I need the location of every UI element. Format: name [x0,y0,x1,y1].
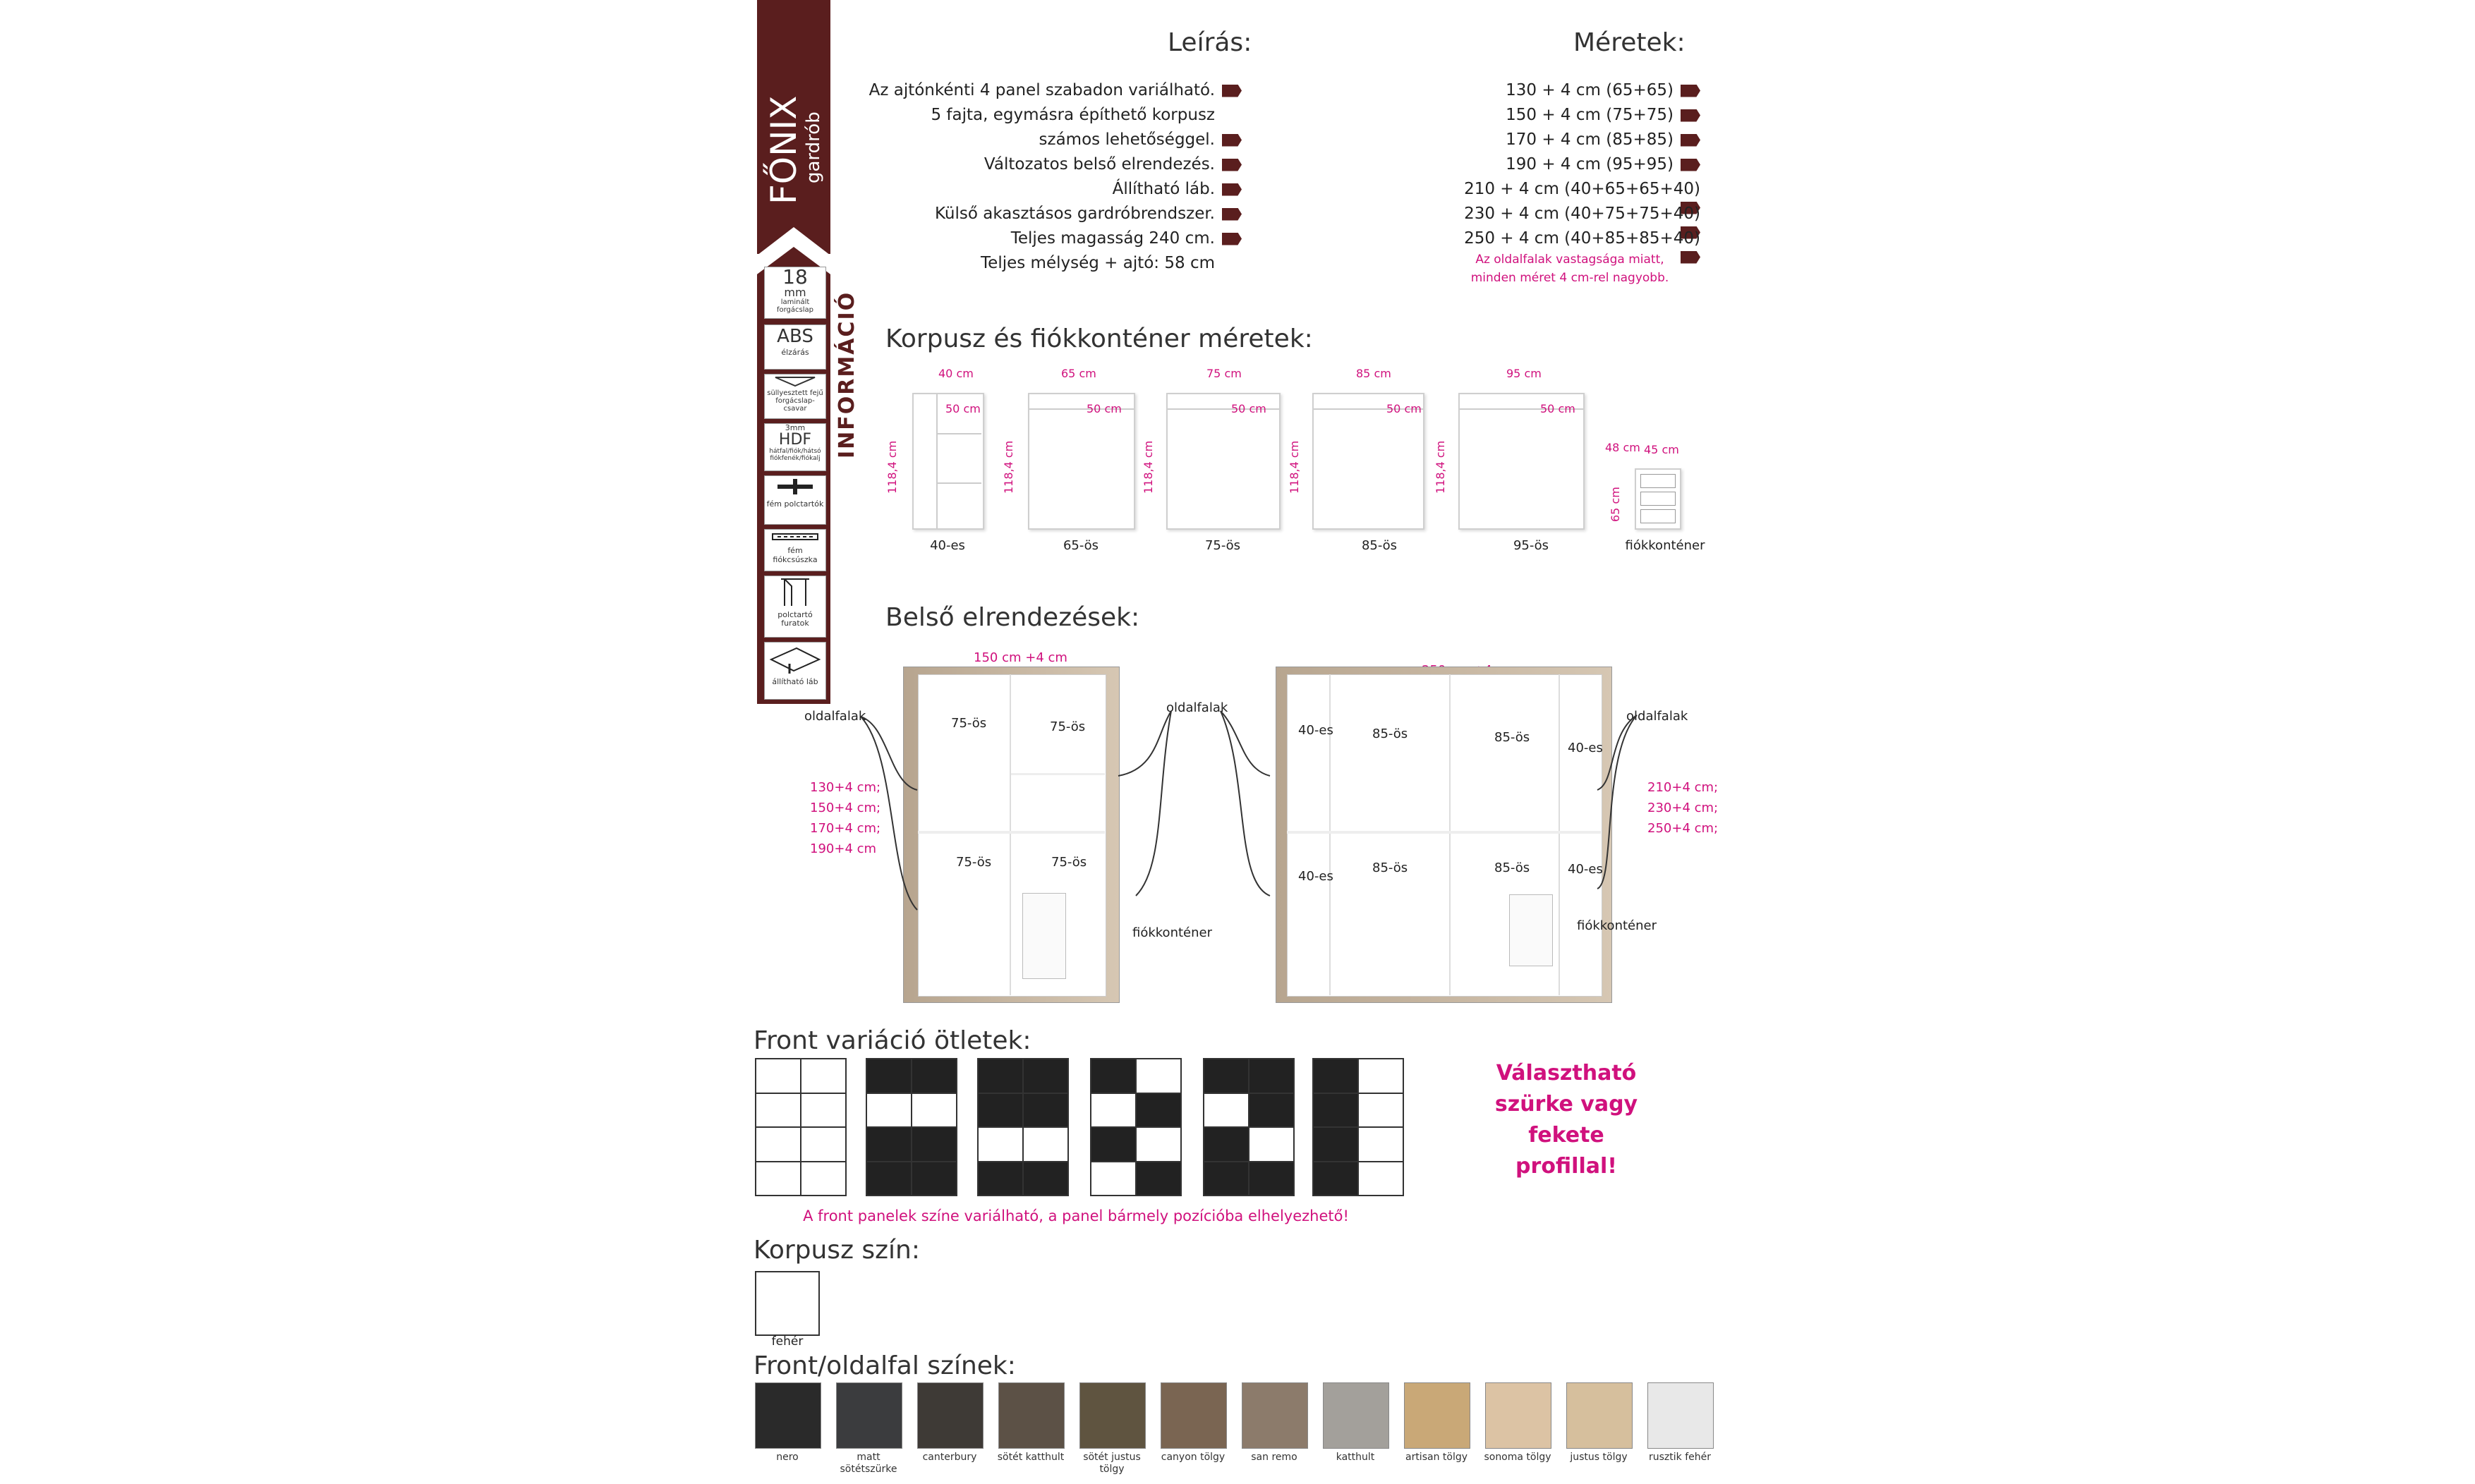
sides-label: oldalfalak [1626,709,1688,724]
front-pattern[interactable] [755,1058,847,1196]
front-panel [1314,1162,1357,1196]
description-line: Az ajtónkénti 4 panel szabadon variálható. [847,81,1242,99]
cabinet-label: 65-ös [1063,538,1099,553]
right-sizes: 210+4 cm; 230+4 cm; 250+4 cm; [1647,780,1719,836]
bullet-marker-icon [1222,85,1242,97]
section-label: 75-ös [956,855,992,870]
color-swatch[interactable] [1485,1382,1551,1449]
color-swatch-label: justus tölgy [1570,1452,1628,1463]
bullet-marker-icon [1222,183,1242,196]
section-label: 40-es [1298,869,1333,884]
front-panel [912,1059,956,1093]
front-panel [756,1162,800,1196]
color-swatch-label: canterbury [922,1452,977,1463]
info-label: INFORMÁCIÓ [835,291,859,458]
front-panel [801,1128,845,1161]
front-panel [801,1094,845,1127]
front-panel [867,1128,911,1161]
description-line: Teljes magasság 240 cm. [847,229,1242,248]
front-panel [1024,1162,1067,1196]
front-panel [1024,1094,1067,1127]
description-line: Külső akasztásos gardróbrendszer. [847,205,1242,223]
dim-height: 118,4 cm [885,440,899,494]
color-swatch-label: artisan tölgy [1405,1452,1468,1463]
dimension-line: 170 + 4 cm (85+85) [1446,130,1700,149]
interior-title: Belső elrendezések: [885,603,1140,632]
front-panel [1204,1094,1248,1127]
dimension-line: 230 + 4 cm (40+75+75+40) [1446,205,1700,241]
dim-width: 65 cm [1061,367,1096,380]
dim-height: 118,4 cm [1434,440,1447,494]
front-panel [1024,1059,1067,1093]
section-label: 40-es [1298,723,1333,738]
front-panel [867,1094,911,1127]
pointer-arrows [1115,705,1277,917]
front-panel [979,1059,1022,1093]
bullet-marker-icon [1681,134,1700,147]
front-pattern[interactable] [1090,1058,1182,1196]
front-panel [801,1059,845,1093]
korpusz-title: Korpusz és fiókkonténer méretek: [885,324,1313,353]
screw-icon [774,375,816,387]
front-panel [801,1162,845,1196]
front-panel [1249,1128,1293,1161]
color-swatch[interactable] [1647,1382,1714,1449]
color-swatch[interactable] [1323,1382,1389,1449]
front-panel [979,1128,1022,1161]
shelf-holder-icon [774,476,816,497]
front-pattern[interactable] [1203,1058,1295,1196]
dim-width: 40 cm [938,367,974,380]
info-icon-thickness: 18 mm laminált forgácslap [764,267,826,319]
color-swatch-label: sötét justus tölgy [1083,1452,1141,1475]
front-panel [1204,1128,1248,1161]
description-line: számos lehetőséggel. [847,130,1242,149]
dim-depth: 50 cm [1540,402,1575,415]
front-pattern[interactable] [1312,1058,1404,1196]
front-panel [867,1162,911,1196]
info-icon-hdf: 3mm HDF hátfal/fiók/hátsó fiókfenék/fiókalj [764,423,826,471]
front-panel [756,1059,800,1093]
color-swatch-label: katthult [1336,1452,1375,1463]
front-panel [1137,1128,1180,1161]
front-panel [912,1094,956,1127]
dim-width: 95 cm [1506,367,1542,380]
front-panel [1091,1128,1135,1161]
description-line: Teljes mélység + ajtó: 58 cm [981,254,1215,272]
front-panel [912,1162,956,1196]
body-color-swatch[interactable] [755,1271,820,1336]
dim-height: 118,4 cm [1288,440,1301,494]
section-label: 40-es [1568,862,1603,877]
dimension-line: 250 + 4 cm (40+85+85+40) [1446,229,1700,266]
front-panel [756,1128,800,1161]
color-swatch[interactable] [917,1382,984,1449]
cabinet-label: 85-ös [1361,538,1398,553]
front-panel [1249,1162,1293,1196]
dim-depth: 50 cm [945,402,981,415]
section-label: 75-ös [1050,719,1086,734]
bullet-marker-icon [1222,233,1242,245]
description-line: Állítható láb. [847,180,1242,198]
front-panel [1314,1059,1357,1093]
color-swatch-label: sötét katthult [997,1452,1065,1463]
dim-height: 65 cm [1609,487,1622,522]
front-panel [1137,1094,1180,1127]
left-wardrobe [903,667,1120,1003]
front-panel [979,1162,1022,1196]
front-panel [1091,1094,1135,1127]
pointer-arrows [1594,712,1644,924]
brand-name: FŐNIX [763,95,804,205]
front-panel [1359,1094,1403,1127]
section-label: 75-ös [951,716,987,731]
bullet-marker-icon [1681,159,1700,171]
color-swatch-label: nero [776,1452,799,1463]
dim-height: 118,4 cm [1142,440,1155,494]
description-title: Leírás: [1168,28,1252,57]
color-swatch-label: matt sötétszürke [840,1452,897,1475]
front-pattern[interactable] [866,1058,957,1196]
color-swatch-label: rusztik fehér [1649,1452,1711,1463]
color-swatch-label: san remo [1251,1452,1297,1463]
description-line: Változatos belső elrendezés. [847,155,1242,174]
body-color-label: fehér [771,1334,804,1349]
front-panel [1204,1162,1248,1196]
section-label: 85-ös [1372,726,1408,741]
front-panel [1091,1059,1135,1093]
front-panel [1024,1128,1067,1161]
dimension-line: 210 + 4 cm (40+65+65+40) [1446,180,1700,217]
drawer-label: fiókkonténer [1625,538,1705,553]
dimension-line: 190 + 4 cm (95+95) [1446,155,1700,174]
front-panel [1204,1059,1248,1093]
body-color-title: Korpusz szín: [754,1236,921,1265]
description-line: 5 fajta, egymásra építhető korpusz [931,106,1215,124]
brand-subtitle: gardrób [803,111,824,183]
section-label: 85-ös [1372,860,1408,875]
dimensions-note: Az oldalfalak vastagsága miatt, minden méret 4 cm-rel nagyobb. [1470,253,1669,285]
shelf-holes-icon [774,576,816,609]
profile-note: Választható szürke vagy fekete profillal! [1494,1061,1638,1179]
color-swatch[interactable] [1242,1382,1308,1449]
color-swatch[interactable] [836,1382,902,1449]
info-icon-abs: ABS élzárás [764,324,826,370]
dimensions-title: Méretek: [1573,28,1686,57]
bullet-marker-icon [1222,208,1242,221]
front-panel [1137,1059,1180,1093]
info-icon-slide: fém fiókcsúszka [764,529,826,571]
front-panel [1359,1059,1403,1093]
dimension-line: 130 + 4 cm (65+65) [1446,81,1700,99]
bullet-marker-icon [1222,159,1242,171]
cabinet-label: 40-es [930,538,965,553]
info-icon-screw: süllyesztett fejű forgácslap-csavar [764,374,826,419]
dim-depth: 50 cm [1231,402,1266,415]
drawer-slide-icon [770,530,820,544]
color-swatch[interactable] [1404,1382,1470,1449]
color-swatch[interactable] [1566,1382,1633,1449]
front-title: Front variáció ötletek: [754,1026,1031,1055]
front-panel [1314,1094,1357,1127]
right-wardrobe [1276,667,1612,1003]
dim-height: 118,4 cm [1002,440,1015,494]
color-swatch-label: sonoma tölgy [1484,1452,1551,1463]
pointer-arrows [861,712,924,924]
front-panel [1359,1128,1403,1161]
left-width: 150 cm +4 cm [974,650,1067,665]
sides-label: oldalfalak [804,709,866,724]
front-panel [1137,1162,1180,1196]
drawer-label: fiókkonténer [1132,925,1212,940]
front-panel [912,1128,956,1161]
dim-depth: 50 cm [1386,402,1422,415]
color-swatch[interactable] [755,1382,821,1449]
info-icon-holes: polctartó furatok [764,576,826,638]
front-panel [1091,1162,1135,1196]
front-panel [1314,1128,1357,1161]
dim-width: 85 cm [1356,367,1391,380]
drawer-container [1635,468,1681,530]
dim-depth: 48 cm [1605,441,1640,454]
section-label: 40-es [1568,741,1603,755]
color-swatch-label: canyon tölgy [1161,1452,1226,1463]
bullet-marker-icon [1681,109,1700,122]
section-label: 75-ös [1051,855,1087,870]
front-note: A front panelek színe variálható, a panel bármely pozícióba elhelyezhető! [803,1208,1349,1224]
color-swatch[interactable] [998,1382,1065,1449]
front-panel [1249,1059,1293,1093]
dimension-line: 150 + 4 cm (75+75) [1446,106,1700,124]
cabinet-label: 95-ös [1513,538,1549,553]
front-panel [1249,1094,1293,1127]
front-colors-title: Front/oldalfal színek: [754,1351,1016,1380]
front-pattern[interactable] [977,1058,1069,1196]
sides-label: oldalfalak [1166,700,1228,715]
bullet-marker-icon [1222,134,1242,147]
dim-width: 45 cm [1644,443,1679,456]
front-panel [1359,1162,1403,1196]
color-swatch[interactable] [1079,1382,1146,1449]
cabinet-label: 75-ös [1204,538,1241,553]
front-panel [867,1059,911,1093]
dim-width: 75 cm [1206,367,1242,380]
dim-depth: 50 cm [1087,402,1122,415]
info-icon-feet: állítható láb [764,642,826,700]
front-panel [756,1094,800,1127]
bullet-marker-icon [1681,85,1700,97]
section-label: 85-ös [1494,730,1530,745]
color-swatch[interactable] [1161,1382,1227,1449]
front-panel [979,1094,1022,1127]
adjustable-foot-icon [768,643,822,675]
section-label: 85-ös [1494,860,1530,875]
drawer-label: fiókkonténer [1577,918,1657,933]
info-icon-shelf-holder: fém polctartók [764,475,826,525]
left-sizes: 130+4 cm; 150+4 cm; 170+4 cm; 190+4 cm [810,780,881,856]
